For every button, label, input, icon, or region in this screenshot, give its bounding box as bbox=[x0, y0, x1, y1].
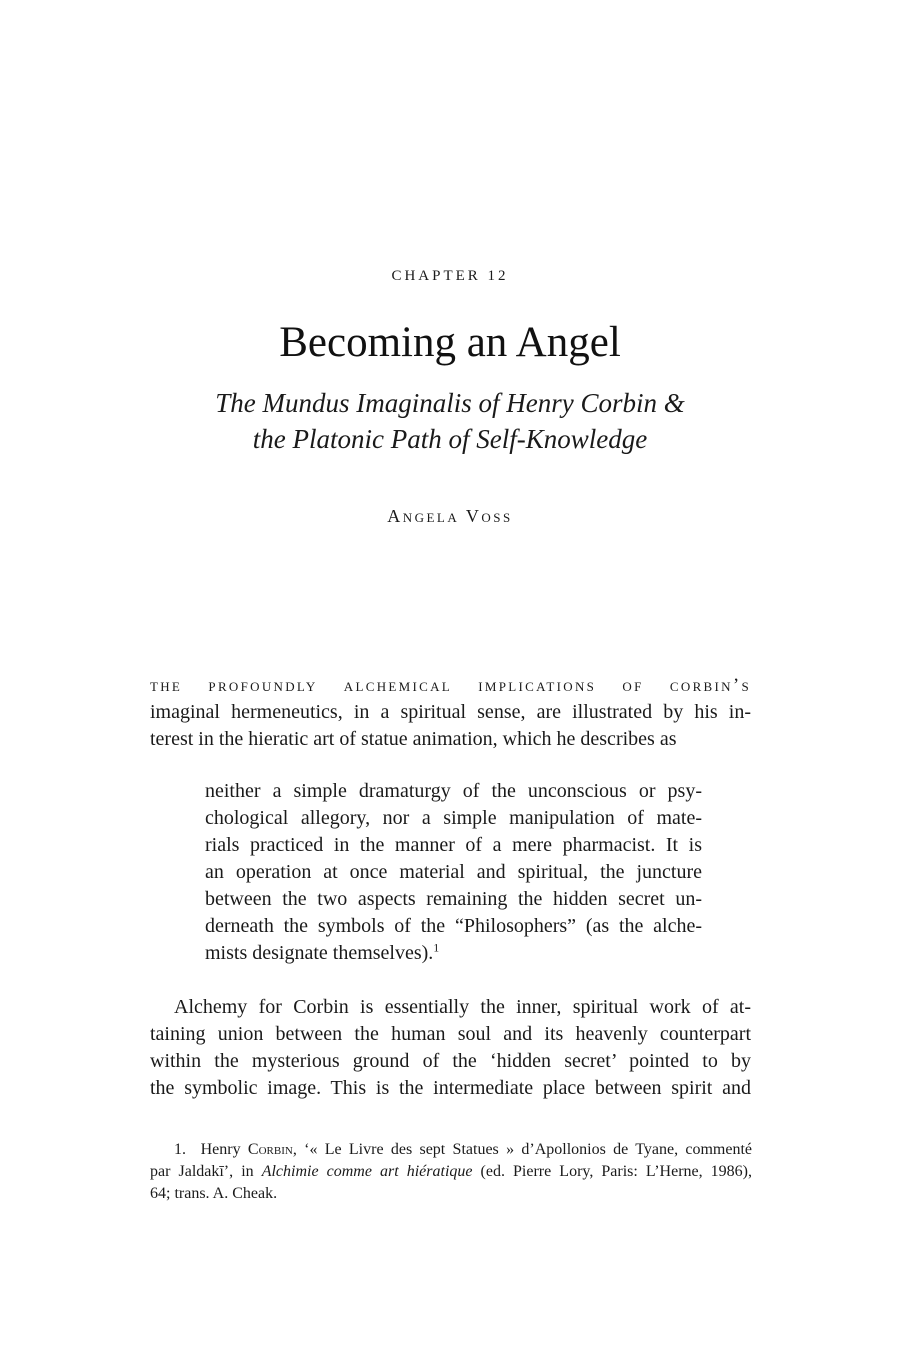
chapter-label: CHAPTER 12 bbox=[391, 268, 509, 284]
footnote bbox=[150, 1139, 752, 1205]
quote-line-1: neither a simple dramaturgy of the unconscious or psy- bbox=[205, 780, 702, 802]
footnote-line-1 bbox=[150, 1139, 752, 1161]
quote-line-4: an operation at once material and spiritual, the juncture bbox=[205, 861, 702, 883]
subtitle-line-1: The Mundus Imaginalis of Henry Corbin & bbox=[215, 388, 685, 418]
paragraph-two-line-4: the symbolic image. This is the intermediate place between spirit and bbox=[150, 1077, 751, 1099]
paragraph-two-line-2: taining union between the human soul and its heavenly counterpart bbox=[150, 1023, 751, 1045]
footnote-line-2 bbox=[150, 1161, 752, 1183]
quote-line-5: between the two aspects remaining the hidden secret un- bbox=[205, 888, 702, 910]
footnote-number: 1. bbox=[174, 1141, 186, 1158]
footnote-title-part: , ‘« Le Livre des sept Statues » d’Apollonios de Tyane, commenté bbox=[292, 1141, 753, 1158]
footnote-reference: 1 bbox=[433, 940, 440, 955]
paragraph-one-line-1: imaginal hermeneutics, in a spiritual sense, are illustrated by his in- bbox=[150, 701, 751, 723]
paragraph-one-line-2: terest in the hieratic art of statue animation, which he describes as bbox=[150, 728, 677, 750]
footnote-line2-end: (ed. Pierre Lory, Paris: L’Herne, 1986), bbox=[480, 1163, 753, 1180]
chapter-title: Becoming an Angel bbox=[279, 319, 621, 366]
quote-line-7 bbox=[205, 940, 702, 967]
subtitle-line-2: the Platonic Path of Self-Knowledge bbox=[252, 424, 648, 454]
footnote-line-3: 64; trans. A. Cheak. bbox=[150, 1185, 278, 1202]
opening-smallcaps-line: the profoundly alchemical implications of corbin’s bbox=[150, 675, 751, 696]
footnote-line2-start: par Jaldakī’, in bbox=[150, 1163, 254, 1180]
paragraph-two-line-3: within the mysterious ground of the ‘hidden secret’ pointed to by bbox=[150, 1050, 751, 1072]
paragraph-two bbox=[150, 994, 751, 1102]
quote-line-3: rials practiced in the manner of a mere pharmacist. It is bbox=[205, 834, 702, 856]
chapter-author: Angela Voss bbox=[387, 506, 513, 526]
quote-line-7-text: mists designate themselves). bbox=[205, 942, 434, 964]
footnote-author-first: Henry bbox=[200, 1141, 241, 1158]
footnote-author-last: Corbin bbox=[247, 1141, 293, 1158]
quote-line-2: chological allegory, nor a simple manipulation of mate- bbox=[205, 807, 702, 829]
paragraph-one bbox=[150, 672, 751, 753]
block-quote bbox=[205, 778, 702, 967]
quote-line-6: derneath the symbols of the “Philosophers” (as the alche- bbox=[205, 915, 702, 937]
paragraph-two-line-1: Alchemy for Corbin is essentially the inner, spiritual work of at- bbox=[174, 996, 751, 1018]
footnote-book-title: Alchimie comme art hiératique bbox=[261, 1163, 473, 1180]
chapter-subtitle bbox=[0, 385, 900, 457]
